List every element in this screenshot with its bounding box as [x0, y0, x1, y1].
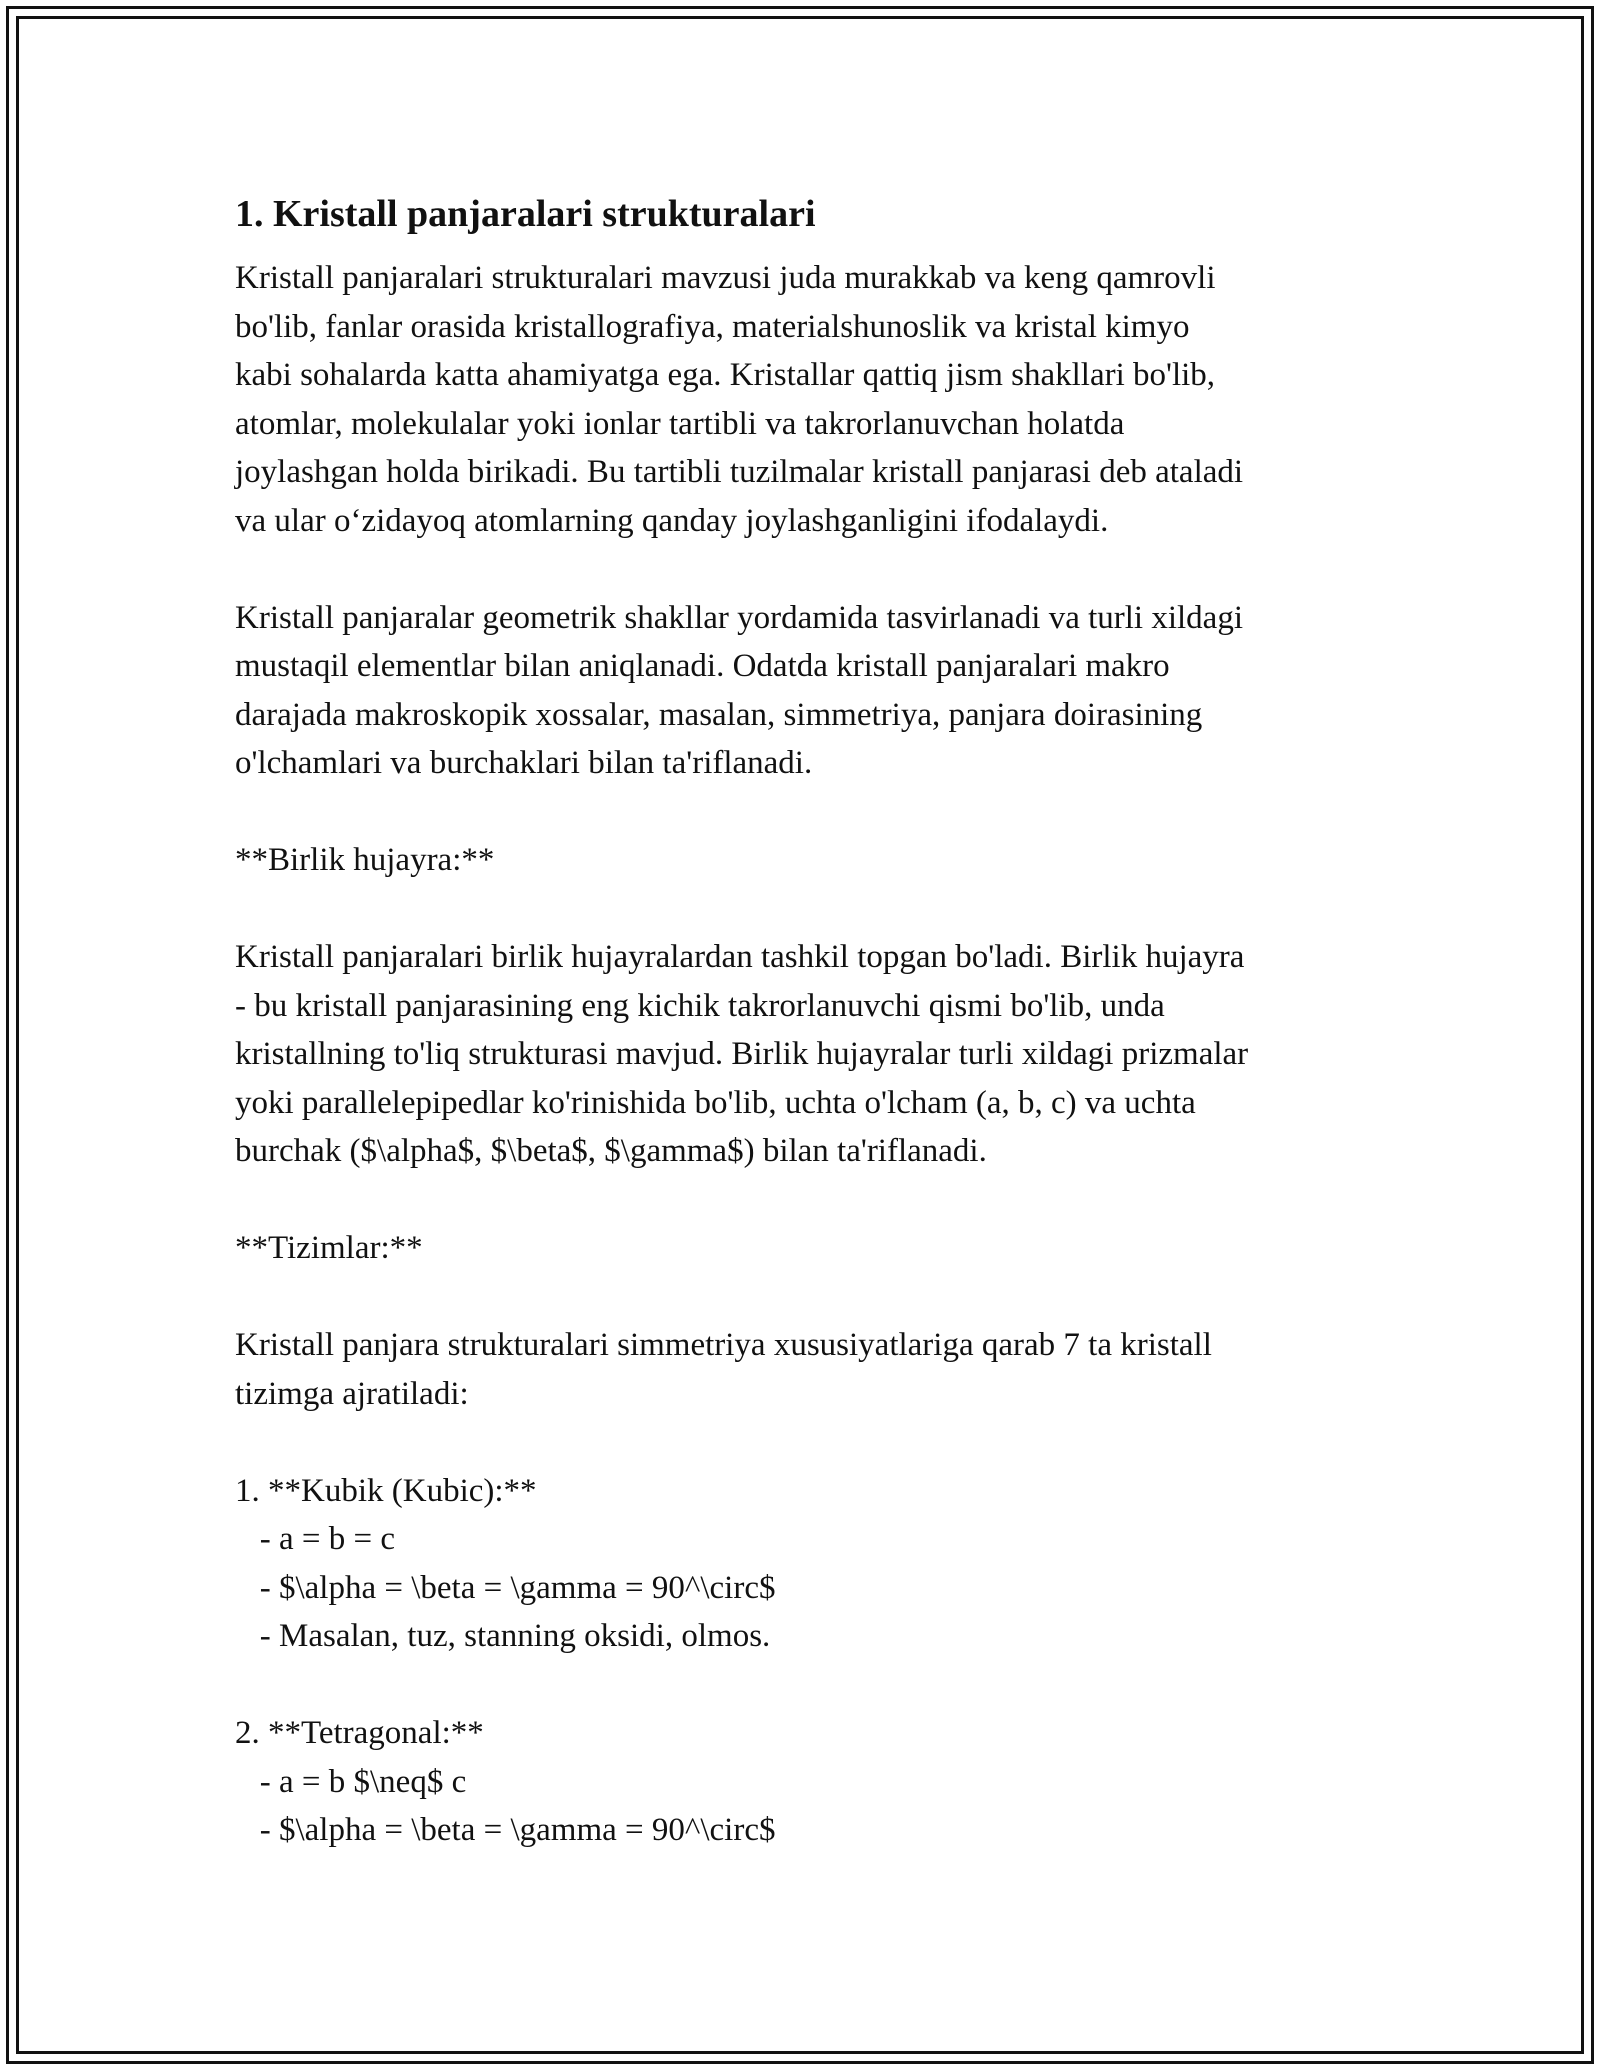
section-title: 1. Kristall panjaralari strukturalari — [235, 193, 816, 235]
intro-paragraph: Kristall panjaralari strukturalari mavzusi juda murakkab va keng qamrovli bo'lib, fanlar orasida kristallografiya, materialshunoslik va kristal kimyo kabi sohalarda katta ahamiyatga ega. Kristallar qattiq jism shakllari bo'lib, atomlar, molekulalar yoki ionlar tartibli va takrorlanuvchan holatda joylashgan holda birikadi. Bu tartibli tuzilmalar kristall panjarasi deb ataladi va ular o‘zidayoq atomlarning qanday joylashganligini ifodalaydi. — [235, 260, 1244, 539]
document-body — [235, 186, 1375, 1855]
unit-cell-paragraph: Kristall panjaralari birlik hujayralardan tashkil topgan bo'ladi. Birlik hujayra - bu kristall panjarasining eng kichik takrorlanuvchi qismi bo'lib, unda kristallning to'liq strukturasi mavjud. Birlik hujayralar turli xildagi prizmalar yoki parallelepipedlar ko'rinishida bo'lib, uchta o'lcham (a, b, c) va uchta burchak ($\alpha$, $\beta$, $\gamma$) bilan ta'riflanadi. — [235, 939, 1249, 1169]
list-item-cubic: 1. **Kubik (Kubic):** - a = b = c - $\alpha = \beta = \gamma = 90^\circ$ - Masalan, tuz, stanning oksidi, olmos. — [235, 1472, 776, 1654]
systems-heading: **Tizimlar:** — [235, 1230, 423, 1266]
list-item-tetragonal: 2. **Tetragonal:** - a = b $\neq$ c - $\alpha = \beta = \gamma = 90^\circ$ — [235, 1715, 776, 1848]
lattice-description-paragraph: Kristall panjaralar geometrik shakllar yordamida tasvirlanadi va turli xildagi mustaqil elementlar bilan aniqlanadi. Odatda kristall panjaralari makro darajada makroskopik xossalar, masalan, simmetriya, panjara doirasining o'lchamlari va burchaklari bilan ta'riflanadi. — [235, 599, 1243, 781]
unit-cell-heading: **Birlik hujayra:** — [235, 842, 495, 878]
systems-intro-paragraph: Kristall panjara strukturalari simmetriya xususiyatlariga qarab 7 ta kristall tizimga ajratiladi: — [235, 1327, 1212, 1412]
